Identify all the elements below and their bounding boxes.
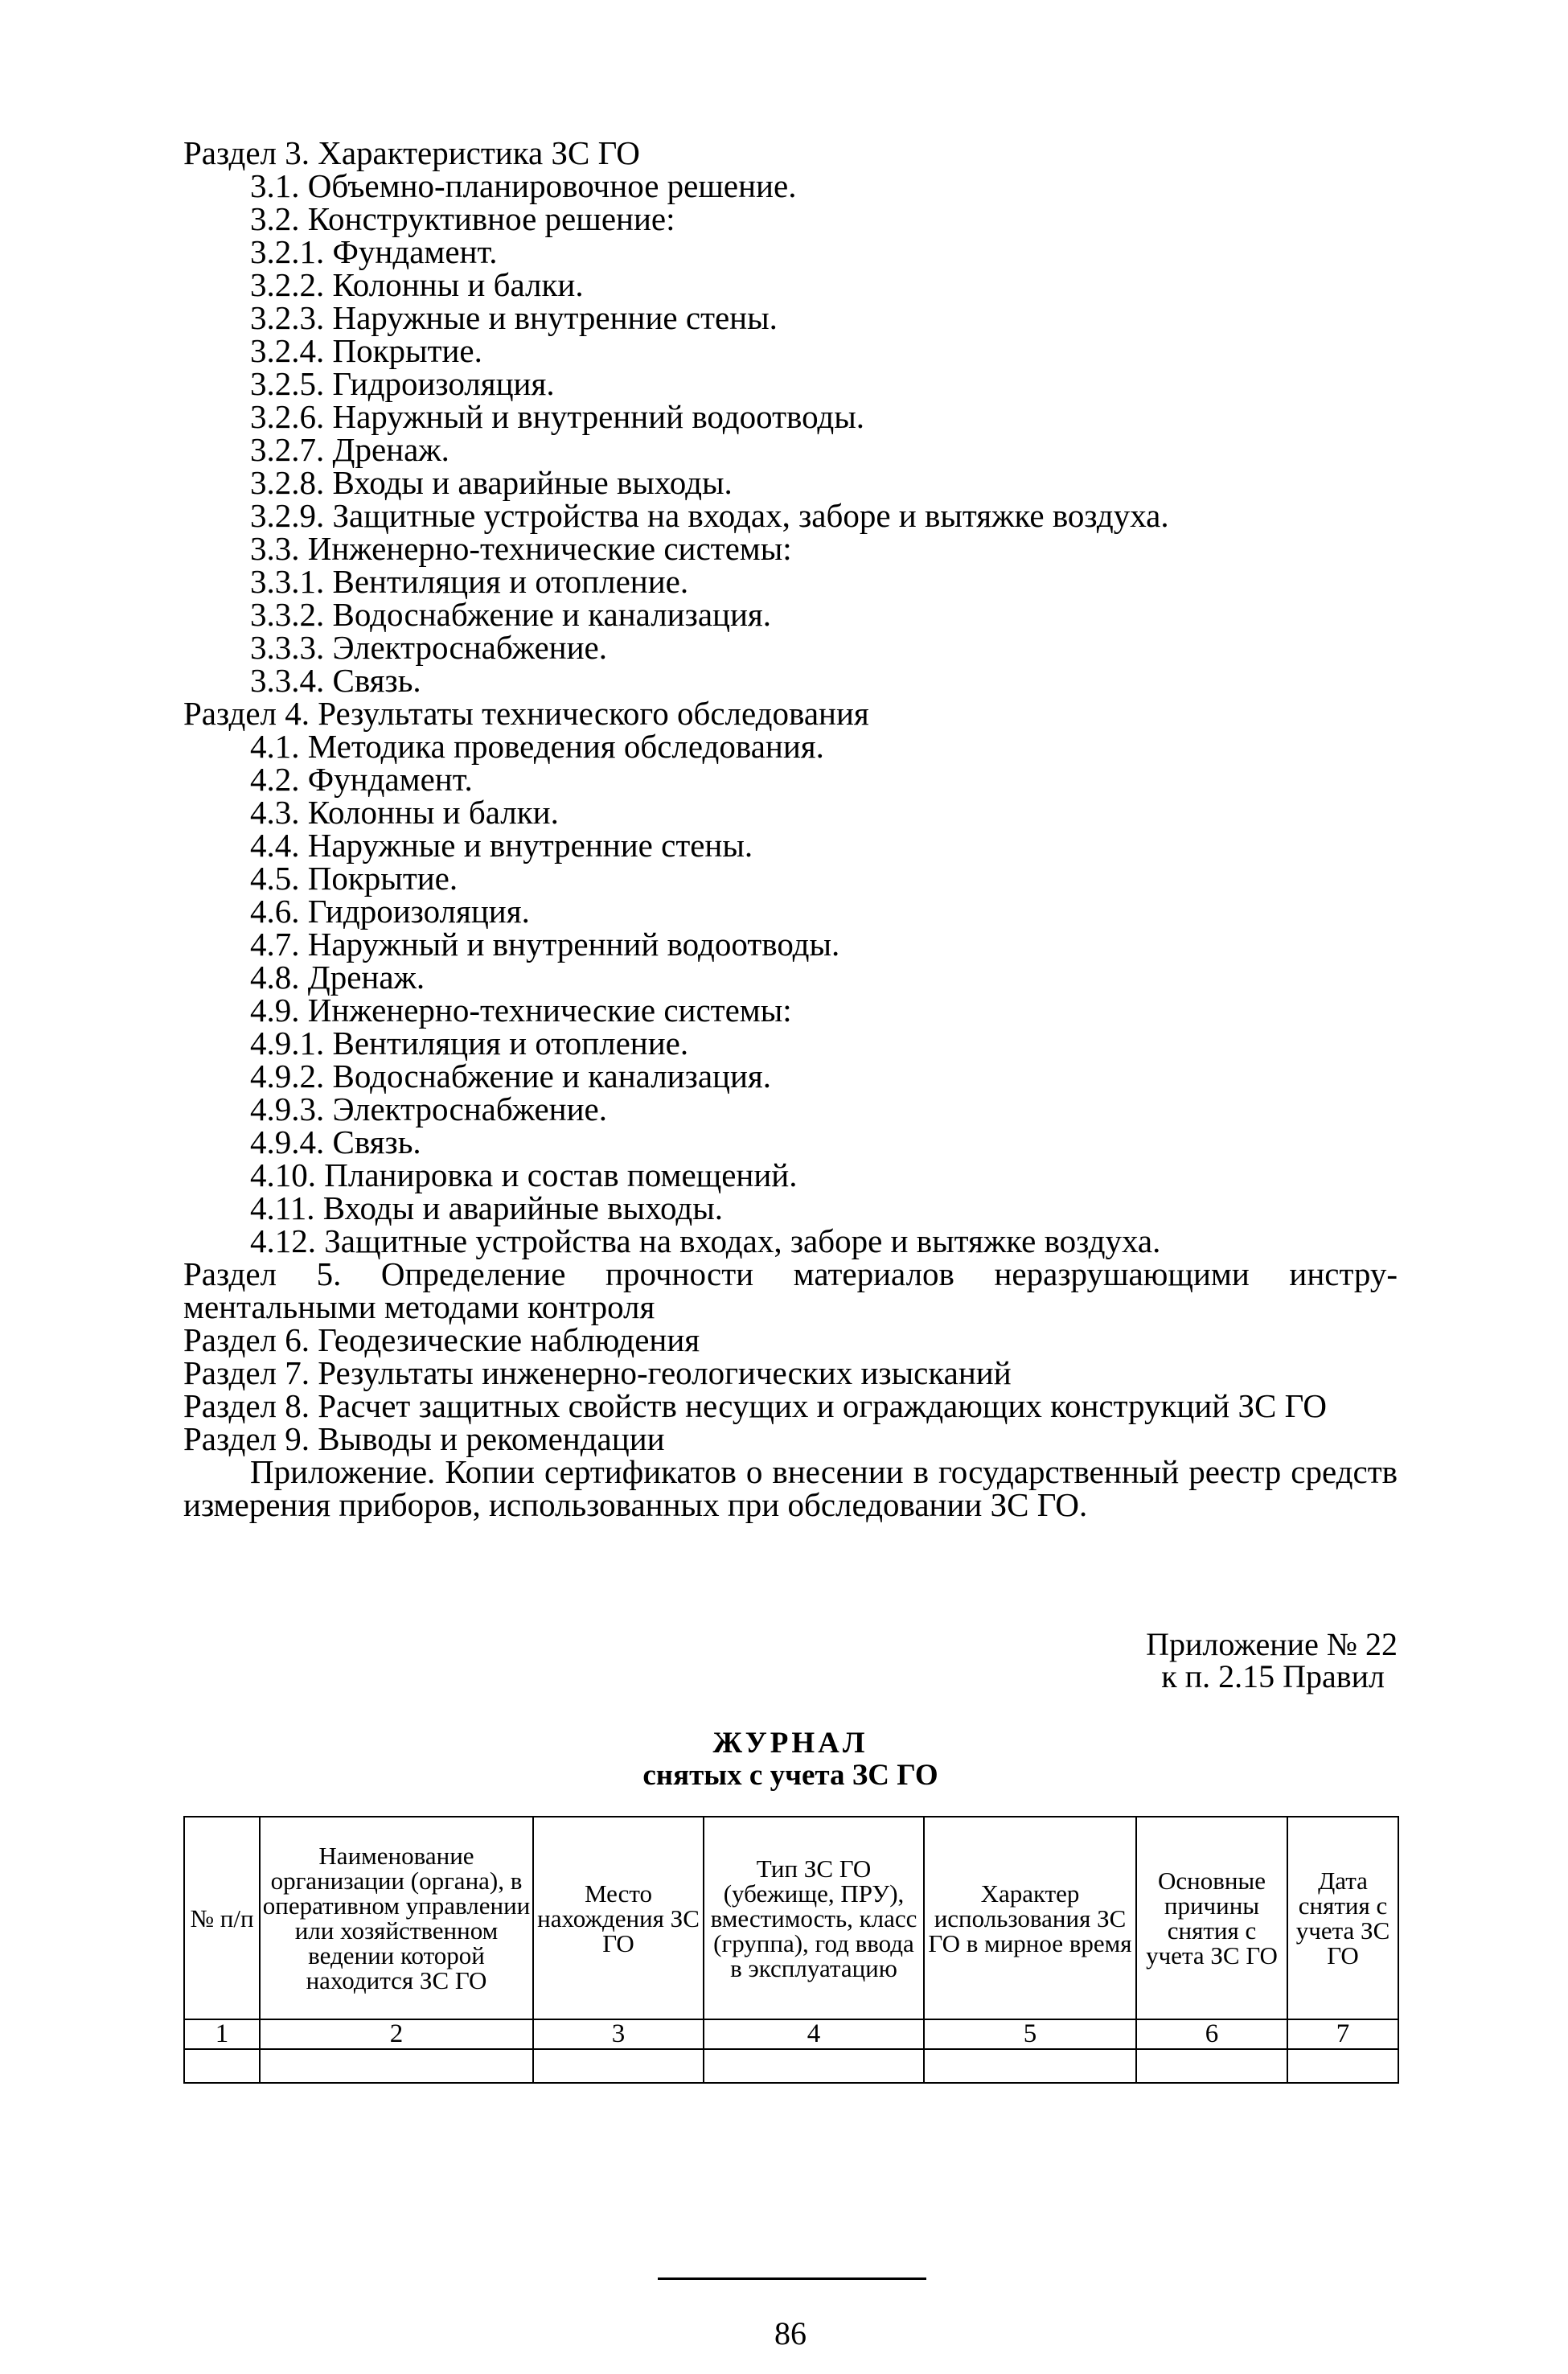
column-header-type: Тип ЗС ГО (убежище, ПРУ), вместимость, класс (группа), год ввода в эксплуатацию: [704, 1817, 924, 2019]
section-heading: Раздел 9. Выводы и рекомендации: [183, 1420, 665, 1457]
subsection-item: 3.2. Конструктивное решение:: [250, 200, 675, 237]
subsection-item: 3.3. Инженерно-технические системы:: [250, 530, 792, 567]
journal-subtitle: снятых с учета ЗС ГО: [642, 1759, 938, 1792]
empty-data-row: [184, 2049, 1398, 2083]
section-heading: Раздел 4. Результаты технического обследования: [183, 695, 869, 732]
column-header-organization: Наименование организации (органа), в оперативном управлении или хозяйственном ведении которой находится ЗС ГО: [260, 1817, 533, 2019]
subsection-item: 4.5. Покрытие.: [250, 860, 458, 897]
column-header-number: № п/п: [184, 1817, 260, 2019]
section-list: [183, 134, 1398, 1457]
column-number: 6: [1136, 2019, 1287, 2049]
column-number: 7: [1287, 2019, 1398, 2049]
subsection-item: 4.8. Дренаж.: [250, 959, 425, 996]
subsection-item: 4.9.3. Электроснабжение.: [250, 1090, 607, 1127]
subsection-item: 4.9.1. Вентиляция и отопление.: [250, 1025, 689, 1062]
subsection-item: 4.12. Защитные устройства на входах, заборе и вытяжке воздуха.: [250, 1222, 1161, 1259]
column-number: 2: [260, 2019, 533, 2049]
section-heading: Раздел 7. Результаты инженерно-геологических изысканий: [183, 1354, 1012, 1391]
column-header-peacetime-use: Характер использования ЗС ГО в мирное время: [924, 1817, 1136, 2019]
empty-cell: [260, 2049, 533, 2083]
column-header-location: Место нахождения ЗС ГО: [533, 1817, 704, 2019]
appendix-clause: к п. 2.15 Правил: [1161, 1658, 1385, 1694]
subsection-item: 3.1. Объемно-планировочное решение.: [250, 167, 797, 204]
subsection-item: 4.1. Методика проведения обследования.: [250, 728, 824, 765]
subsection-item: 3.2.3. Наружные и внутренние стены.: [250, 299, 778, 336]
column-header-date: Дата снятия с учета ЗС ГО: [1287, 1817, 1398, 2019]
subsection-item: 3.2.6. Наружный и внутренний водоотводы.: [250, 398, 865, 435]
subsection-item: 3.3.2. Водоснабжение и канализация.: [250, 596, 772, 633]
column-header-reasons: Основные причины снятия с учета ЗС ГО: [1136, 1817, 1287, 2019]
document-page: [183, 134, 1398, 2351]
empty-cell: [1136, 2049, 1287, 2083]
subsection-item: 4.9.2. Водоснабжение и канализация.: [250, 1058, 772, 1095]
subsection-item: 3.2.1. Фундамент.: [250, 233, 498, 270]
journal-heading: [183, 1727, 1398, 1792]
subsection-item: 4.3. Колонны и балки.: [250, 794, 559, 831]
subsection-item: 4.4. Наружные и внутренние стены.: [250, 827, 753, 864]
empty-cell: [924, 2049, 1136, 2083]
subsection-item: 4.6. Гидроизоляция.: [250, 893, 530, 930]
column-number: 3: [533, 2019, 704, 2049]
journal-title: ЖУРНАЛ: [712, 1727, 868, 1760]
subsection-item: 3.3.4. Связь.: [250, 662, 421, 699]
subsection-item: 3.3.3. Электроснабжение.: [250, 629, 607, 666]
section-heading: Раздел 3. Характеристика ЗС ГО: [183, 134, 640, 171]
subsection-item: 4.10. Планировка и состав помещений.: [250, 1156, 798, 1193]
empty-cell: [184, 2049, 260, 2083]
subsection-item: 4.9.4. Связь.: [250, 1123, 421, 1160]
subsection-item: 3.2.7. Дренаж.: [250, 431, 449, 468]
empty-cell: [533, 2049, 704, 2083]
subsection-item: 4.9. Инженерно-технические системы:: [250, 992, 792, 1029]
subsection-item: 3.2.8. Входы и аварийные выходы.: [250, 464, 733, 501]
subsection-item: 3.2.4. Покрытие.: [250, 332, 482, 369]
section-heading: Раздел 6. Геодезические наблюдения: [183, 1321, 700, 1358]
subsection-item: 3.2.9. Защитные устройства на входах, заборе и вытяжке воздуха.: [250, 497, 1169, 534]
section-heading: Раздел 8. Расчет защитных свойств несущих и ограждающих конструкций ЗС ГО: [183, 1387, 1327, 1424]
page-number: 86: [774, 2315, 807, 2351]
column-number: 1: [184, 2019, 260, 2049]
appendix-number: Приложение № 22: [1146, 1626, 1398, 1662]
table-header-row: [184, 1817, 1398, 2019]
footer-divider: [658, 2277, 926, 2280]
empty-cell: [704, 2049, 924, 2083]
appendix-note: Приложение. Копии сертификатов о внесении в государственный реестр средств измерения приборов, использованных при обследовании ЗС ГО.: [183, 1453, 1398, 1523]
empty-cell: [1287, 2049, 1398, 2083]
subsection-item: 3.3.1. Вентиляция и отопление.: [250, 563, 689, 600]
column-number-row: [184, 2019, 1398, 2049]
subsection-item: 4.2. Фундамент.: [250, 761, 473, 798]
journal-table: [183, 1816, 1399, 2084]
section-heading: Раздел 5. Определение прочности материалов неразрушающими инстру-ментальными методами контроля: [183, 1255, 1398, 1325]
subsection-item: 4.11. Входы и аварийные выходы.: [250, 1189, 723, 1226]
column-number: 4: [704, 2019, 924, 2049]
appendix-reference: [1146, 1626, 1398, 1694]
subsection-item: 3.2.2. Колонны и балки.: [250, 266, 584, 303]
subsection-item: 3.2.5. Гидроизоляция.: [250, 365, 555, 402]
column-number: 5: [924, 2019, 1136, 2049]
subsection-item: 4.7. Наружный и внутренний водоотводы.: [250, 926, 840, 963]
